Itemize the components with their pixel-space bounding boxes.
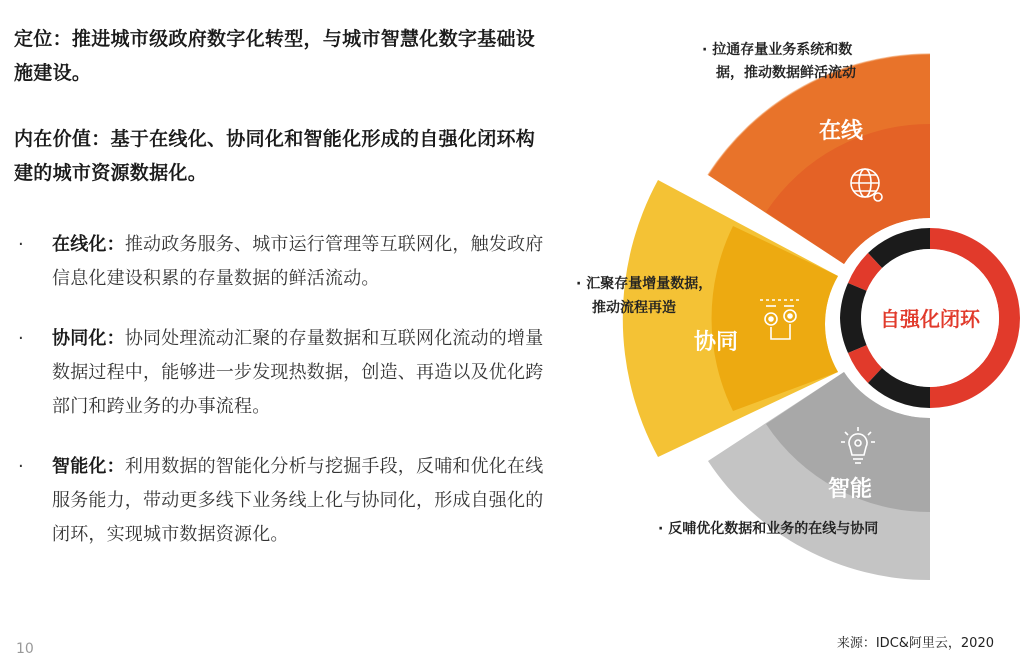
annotation-collaboration-line2: 推动流程再造	[592, 300, 676, 316]
annotation-intelligence: · 反哺优化数据和业务的在线与协同	[658, 521, 879, 537]
annotation-collaboration-line1: · 汇聚存量增量数据，	[576, 276, 713, 292]
bullet-text: 协同处理流动汇聚的存量数据和互联网化流动的增量数据过程中，能够进一步发现热数据，创造、再造以及优化跨部门和跨业务的办事流程。	[52, 328, 544, 417]
bullet-term: 在线化：	[52, 234, 125, 255]
annotation-online-line2: 据，推动数据鲜活流动	[716, 65, 856, 81]
bullet-dot: ·	[18, 328, 24, 349]
segment-label-intelligence: 智能	[827, 477, 873, 502]
bullet-text: 利用数据的智能化分析与挖掘手段，反哺和优化在线服务能力，带动更多线下业务线上化与协同化，形成自强化的闭环，实现城市数据资源化。	[52, 456, 544, 545]
bullet-dot: ·	[18, 456, 24, 477]
source-note: 来源：IDC&阿里云，2020	[836, 636, 994, 651]
intrinsic-value-heading: 内在价值：基于在线化、协同化和智能化形成的自强化闭环构建的城市资源数据化。	[14, 128, 536, 184]
center-label: 自强化闭环	[880, 307, 980, 331]
segment-label-online: 在线	[818, 119, 864, 144]
bullet-text: 推动政务服务、城市运行管理等互联网化，触发政府信息化建设积累的存量数据的鲜活流动。	[52, 234, 544, 289]
annotation-online-line1: · 拉通存量业务系统和数	[702, 42, 853, 58]
segment-label-collaboration: 协同	[693, 330, 739, 355]
positioning-heading: 定位：推进城市级政府数字化转型，与城市智慧化数字基础设施建设。	[14, 28, 536, 84]
bullet-term: 协同化：	[52, 328, 125, 349]
page-number: 10	[16, 641, 34, 657]
bullet-dot: ·	[18, 234, 24, 255]
bullet-term: 智能化：	[52, 456, 125, 477]
